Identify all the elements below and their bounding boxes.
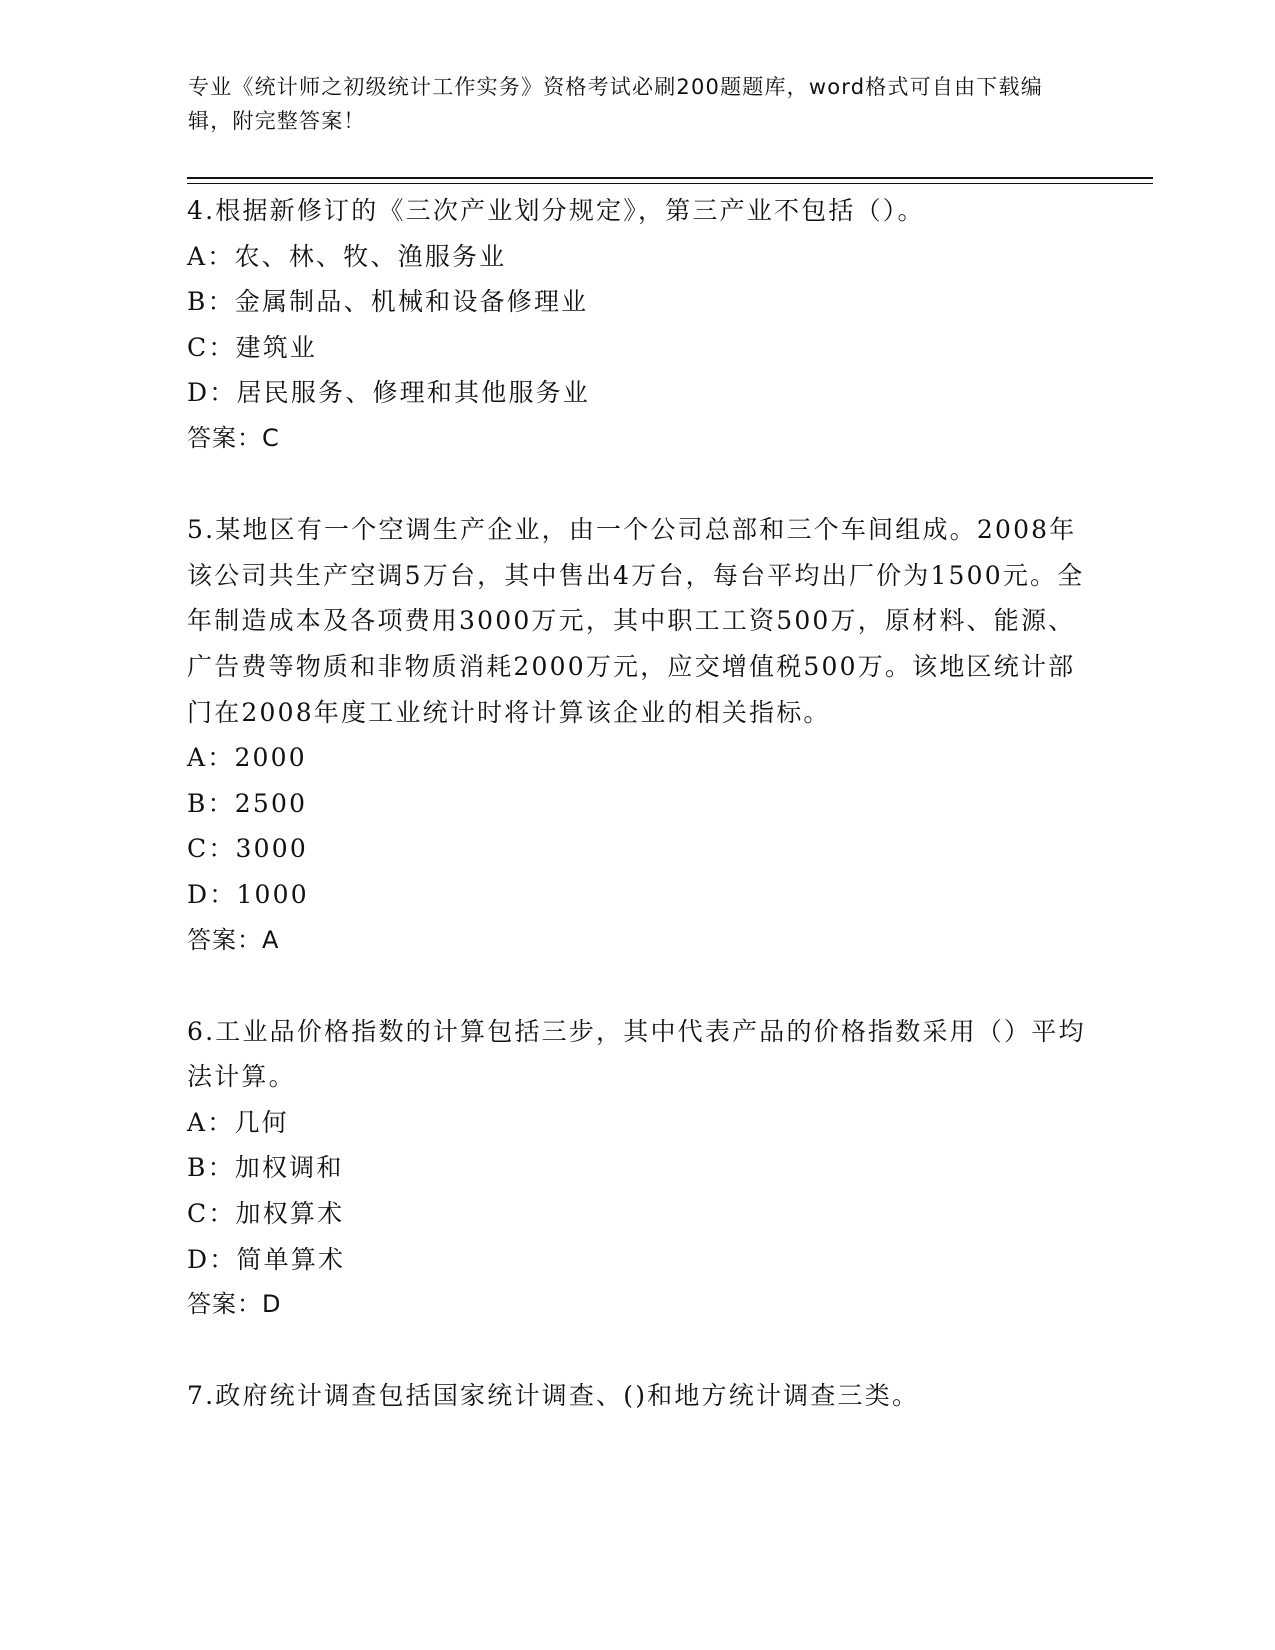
question-4: [187, 188, 1087, 462]
option-b: B：加权调和: [187, 1153, 344, 1183]
question-text: 5.某地区有一个空调生产企业，由一个公司总部和三个车间组成。2008年该公司共生产空调5万台，其中售出4万台，每台平均出厂价为1500元。全年制造成本及各项费用3000万元，其中职工工资500万，原材料、能源、广告费等物质和非物质消耗2000万元，应交增值税500万。该地区统计部门在2008年度工业统计时将计算该企业的相关指标。: [187, 515, 1085, 727]
question-7: [187, 1373, 1087, 1419]
option-c: C：加权算术: [187, 1199, 345, 1229]
option-a: A：几何: [187, 1107, 289, 1137]
answer: 答案：D: [187, 1290, 282, 1319]
spacer: [187, 462, 1087, 508]
option-c: C：3000: [187, 834, 308, 864]
header-divider-thick: [187, 177, 1153, 179]
spacer: [187, 1328, 1087, 1374]
header-divider-thin: [187, 183, 1153, 184]
answer: 答案：C: [187, 423, 280, 452]
option-d: D：居民服务、修理和其他服务业: [187, 378, 591, 408]
spacer: [187, 963, 1087, 1009]
question-5: [187, 507, 1087, 963]
question-text: 4.根据新修订的《三次产业划分规定》，第三产业不包括（）。: [187, 196, 925, 225]
option-a: A：农、林、牧、渔服务业: [187, 241, 507, 271]
option-a: A：2000: [187, 743, 307, 773]
answer: 答案：A: [187, 925, 280, 954]
option-b: B：2500: [187, 788, 308, 818]
document-header: 专业《统计师之初级统计工作实务》资格考试必刷200题题库，word格式可自由下载编辑，附完整答案！: [188, 75, 1043, 133]
option-c: C：建筑业: [187, 332, 318, 362]
question-text: 7.政府统计调查包括国家统计调查、()和地方统计调查三类。: [187, 1381, 920, 1411]
question-list: [187, 188, 1087, 1419]
option-d: D：简单算术: [187, 1244, 346, 1274]
question-text: 6.工业品价格指数的计算包括三步，其中代表产品的价格指数采用（）平均法计算。: [187, 1016, 1086, 1092]
option-b: B：金属制品、机械和设备修理业: [187, 287, 589, 317]
question-6: [187, 1009, 1087, 1328]
option-d: D：1000: [187, 879, 309, 909]
